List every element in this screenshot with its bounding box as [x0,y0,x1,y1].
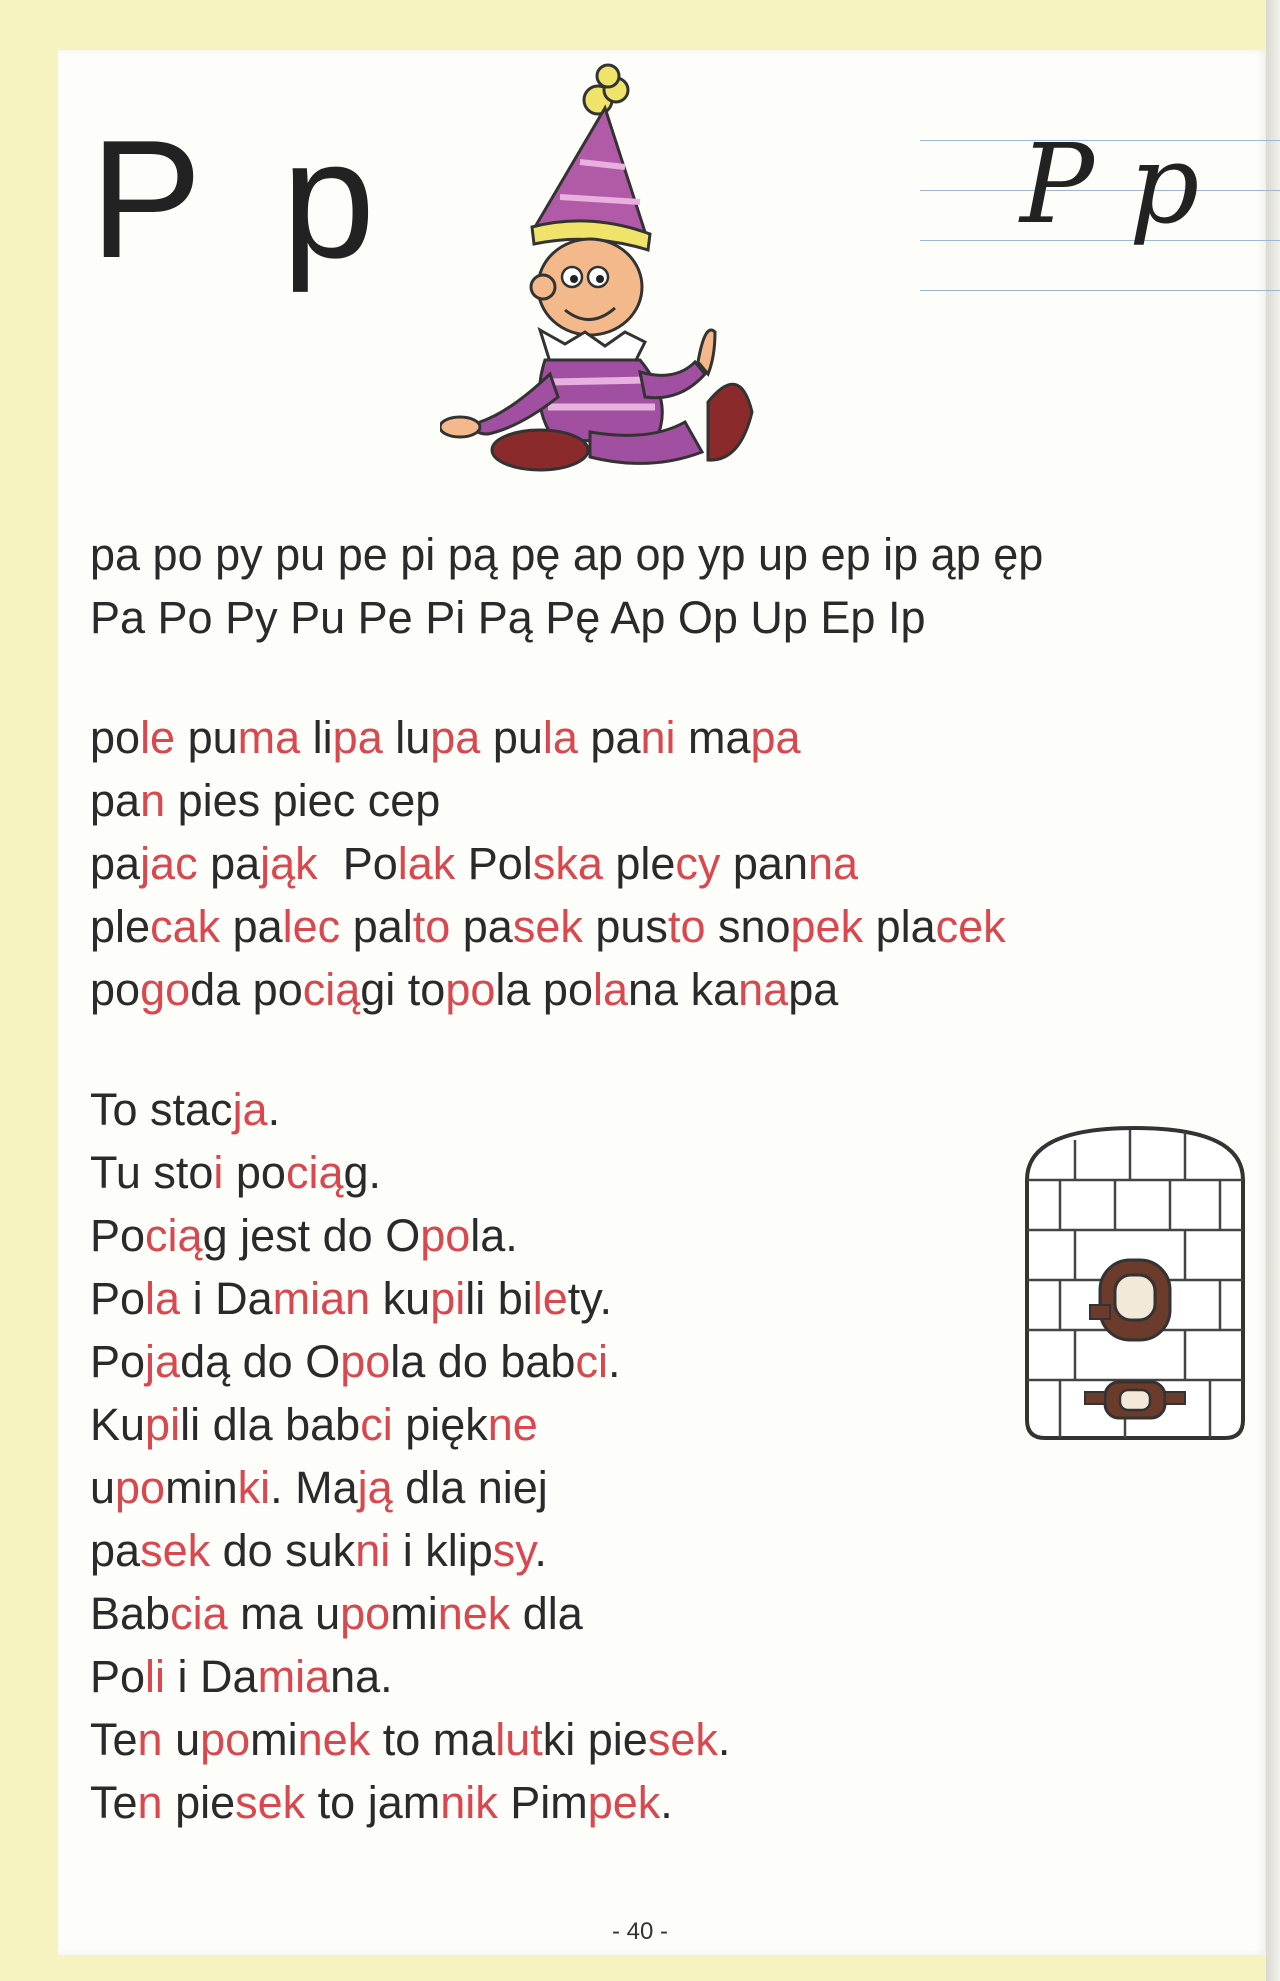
highlighted-syllable: li [145,1651,166,1702]
text-segment: i Da [180,1273,273,1324]
highlighted-syllable: sek [512,901,583,952]
text-segment: pa [220,901,283,952]
text-segment: pie [162,1777,236,1828]
highlighted-syllable: cy [675,838,721,889]
text-segment: Po [90,1273,146,1324]
highlighted-syllable: po [340,1336,391,1387]
highlighted-syllable: cek [935,901,1006,952]
syllable-row: pa po py pu pe pi pą pę ap op yp up ep ip ąp ęp [90,529,1044,580]
text-segment: i Da [165,1651,258,1702]
page-number: - 40 - [611,1918,668,1945]
text-segment: pu [175,712,238,763]
highlighted-syllable: po [445,964,496,1015]
text-segment: li bi [465,1273,533,1324]
story-line [90,1393,730,1456]
highlighted-syllable: cią [302,964,361,1015]
text-segment: na ka [628,964,739,1015]
highlighted-syllable: n [137,1714,163,1765]
highlighted-syllable: ne [487,1399,538,1450]
highlighted-syllable: le [532,1273,568,1324]
highlighted-syllable: jąk [260,838,318,889]
text-segment: li [300,712,333,763]
text-segment: pa [90,1525,141,1576]
highlighted-syllable: pi [145,1399,181,1450]
highlighted-syllable: pi [430,1273,466,1324]
story-line [90,1204,730,1267]
highlighted-syllable: go [140,964,191,1015]
story-line [90,1645,730,1708]
highlighted-syllable: cią [285,1147,344,1198]
highlighted-syllable: ci [360,1399,393,1450]
highlighted-syllable: jac [140,838,198,889]
highlighted-syllable: cią [145,1210,203,1261]
text-segment: to jam [305,1777,441,1828]
text-segment: . [607,1336,621,1387]
handwriting-guide [920,120,1280,295]
text-segment: dla niej [392,1462,548,1513]
text-segment: pal [340,901,413,952]
text-segment: mi [250,1714,298,1765]
word-line [90,895,1006,958]
print-letter-heading: P p [90,105,394,293]
highlighted-syllable: sy [492,1525,535,1576]
text-segment: . [534,1525,547,1576]
text-segment: na. [330,1651,393,1702]
text-segment: i klip [390,1525,493,1576]
text-segment: pies piec cep [165,775,441,826]
highlighted-syllable: le [140,712,176,763]
highlighted-syllable: na [808,838,859,889]
highlighted-syllable: ni [640,712,676,763]
text-segment: . [660,1777,673,1828]
text-segment: sno [705,901,791,952]
text-segment: u [162,1714,201,1765]
text-segment: . Ma [270,1462,358,1513]
text-segment: po [90,964,141,1015]
text-segment: g. [343,1147,382,1198]
highlighted-syllable: nek [297,1714,371,1765]
text-segment: u [90,1462,116,1513]
highlighted-syllable: po [115,1462,166,1513]
highlighted-syllable: pa [430,712,481,763]
highlighted-syllable: pa [750,712,801,763]
story-line [90,1771,730,1834]
text-segment: Tu sto [90,1147,214,1198]
text-segment: Po [317,838,398,889]
syllable-list [90,523,1043,649]
script-letter-heading: P p [1020,120,1200,248]
word-line [90,706,1006,769]
text-segment: ma [675,712,751,763]
highlighted-syllable: ja [232,1084,268,1135]
highlighted-syllable: la [145,1273,181,1324]
text-segment: pięk [392,1399,488,1450]
highlighted-syllable: pek [790,901,864,952]
text-segment: min [165,1462,238,1513]
text-segment: pus [582,901,668,952]
highlighted-syllable: ci [575,1336,608,1387]
page-edge [1266,0,1280,1981]
text-segment: pu [480,712,543,763]
highlighted-syllable: sek [647,1714,718,1765]
word-line [90,958,1006,1021]
text-segment: po [223,1147,286,1198]
highlighted-syllable: ma [237,712,301,763]
highlighted-syllable: lut [495,1714,543,1765]
text-segment: pa [450,901,513,952]
text-segment: mi [390,1588,438,1639]
highlighted-syllable: ja [145,1336,181,1387]
highlighted-syllable: nek [437,1588,511,1639]
word-list [90,706,1006,1021]
text-segment: pa [197,838,261,889]
highlighted-syllable: po [420,1210,471,1261]
highlighted-syllable: la [542,712,578,763]
word-line [90,832,1006,895]
tiled-stove-illustration [1015,1120,1255,1445]
syllable-row: Pa Po Py Pu Pe Pi Pą Pę Ap Op Up Ep Ip [90,592,926,643]
text-segment: pan [720,838,808,889]
text-segment: pa [577,712,641,763]
text-segment: To stac [90,1084,233,1135]
text-segment: ku [370,1273,431,1324]
text-segment: Pol [455,838,533,889]
text-segment: do suk [210,1525,356,1576]
highlighted-syllable: ska [532,838,603,889]
story-line [90,1330,730,1393]
highlighted-syllable: i [213,1147,224,1198]
text-segment: ty. [567,1273,612,1324]
text-segment: jest do O [227,1210,421,1261]
text-segment: pa [90,775,141,826]
story-line [90,1582,730,1645]
text-segment: ple [602,838,676,889]
text-segment: Po [90,1651,146,1702]
highlighted-syllable: po [340,1588,391,1639]
word-line [90,769,1006,832]
story-line [90,1141,730,1204]
highlighted-syllable: po [200,1714,251,1765]
text-segment: li dla bab [180,1399,361,1450]
highlighted-syllable: na [738,964,789,1015]
story-line [90,1519,730,1582]
text-segment: Te [90,1777,138,1828]
text-segment: da po [190,964,303,1015]
text-segment: Po [90,1336,146,1387]
text-segment: pa [90,838,141,889]
text-segment: dą do O [180,1336,341,1387]
highlighted-syllable: cak [150,901,221,952]
highlighted-syllable: mia [257,1651,331,1702]
story-line [90,1267,730,1330]
highlighted-syllable: nik [440,1777,498,1828]
story-line [90,1456,730,1519]
text-segment: Bab [90,1588,171,1639]
text-segment: . [717,1714,731,1765]
highlighted-syllable: n [137,1777,163,1828]
highlighted-syllable: pek [587,1777,661,1828]
text-segment: po [90,712,141,763]
story-line [90,1708,730,1771]
text-segment: Te [90,1714,138,1765]
text-segment: la do bab [390,1336,576,1387]
story-text [90,1078,730,1834]
highlighted-syllable: ki [237,1462,271,1513]
text-segment: lu [382,712,431,763]
highlighted-syllable: to [667,901,706,952]
clown-illustration [440,62,780,472]
highlighted-syllable: la [593,964,629,1015]
text-segment: Ku [90,1399,146,1450]
text-segment: pla [863,901,936,952]
story-line [90,1078,730,1141]
highlighted-syllable: ją [357,1462,393,1513]
highlighted-syllable: sek [140,1525,211,1576]
text-segment: . [267,1084,281,1135]
highlighted-syllable: sek [235,1777,306,1828]
highlighted-syllable: cia [170,1588,228,1639]
highlighted-syllable: ni [355,1525,391,1576]
text-segment: ki pie [542,1714,648,1765]
text-segment: gi to [360,964,446,1015]
text-segment: la po [495,964,593,1015]
highlighted-syllable: mian [272,1273,371,1324]
highlighted-syllable: pa [332,712,383,763]
highlighted-syllable: to [412,901,451,952]
highlighted-syllable: lec [282,901,341,952]
text-segment: Pim [497,1777,588,1828]
text-segment: ple [90,901,151,952]
highlighted-syllable: n [140,775,166,826]
text-segment: dla [510,1588,583,1639]
text-segment: g [202,1210,228,1261]
highlighted-syllable: lak [397,838,456,889]
text-segment: Po [90,1210,146,1261]
text-segment: la. [470,1210,518,1261]
text-segment: ma u [227,1588,341,1639]
text-segment: pa [788,964,839,1015]
text-segment: to ma [370,1714,496,1765]
